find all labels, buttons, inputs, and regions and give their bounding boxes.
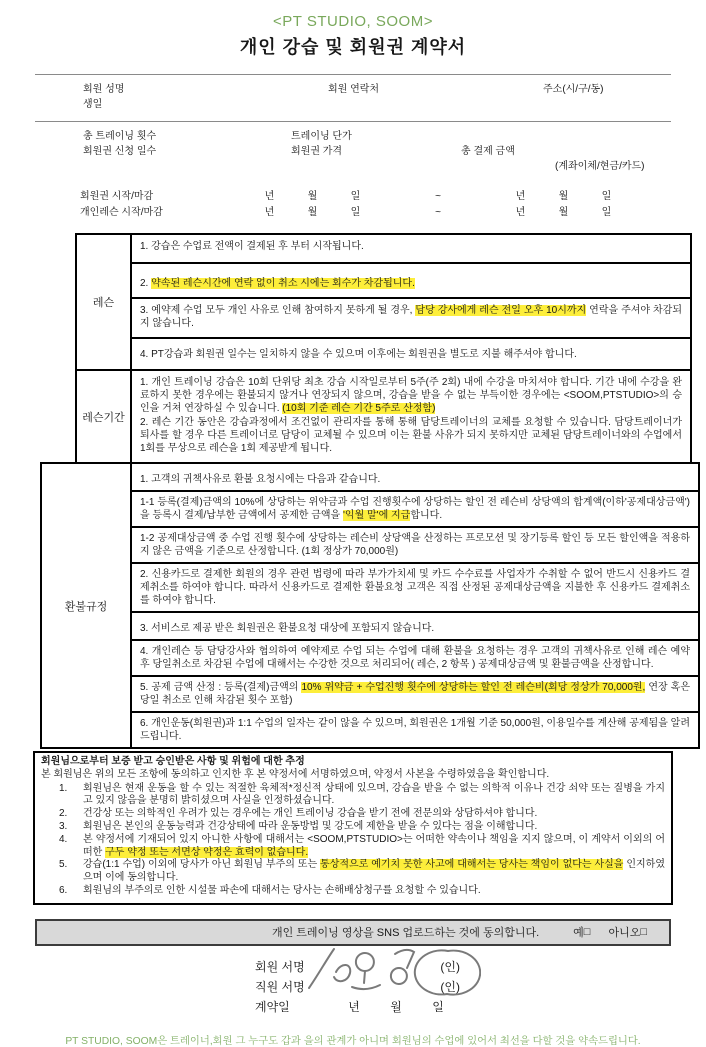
lesson-section-label: 레슨 bbox=[77, 235, 132, 369]
day-label: 일 bbox=[350, 191, 361, 202]
sns-consent-text: 개인 트레이닝 영상을 SNS 업로드하는 것에 동의합니다. bbox=[272, 927, 540, 940]
declaration-item-1: 1. 회원님은 현재 운동을 할 수 있는 적절한 육체적*정신적 상태에 있으며, 강습을 받을 수 없는 의학적 이유나 건강 쇠약 또는 질병을 가지고 있지 않음을 분명히 밝히셨으며 사실을 인정하셨습니다. bbox=[59, 782, 665, 807]
member-name-label: 회원 성명 bbox=[83, 84, 125, 95]
studio-title: <PT STUDIO, SOOM> bbox=[273, 13, 433, 30]
yes-label: 예 bbox=[573, 927, 584, 940]
refund-rule-6: 6. 개인운동(회원권)과 1:1 수업의 일자는 같이 않을 수 있으며, 회원권은 1개월 기준 50,000원, 이용일수를 계산해 공제됨을 알려드립니다. bbox=[140, 718, 690, 742]
member-info-block bbox=[35, 74, 671, 122]
lesson-period-table bbox=[75, 369, 692, 464]
day-label: 일 bbox=[350, 207, 361, 218]
training-price-label: 트레이닝 단가 bbox=[291, 131, 352, 142]
day-label: 일 bbox=[432, 999, 444, 1014]
lesson-rule-1: 1. 강습은 수업료 전액이 결제된 후 부터 시작됩니다. bbox=[132, 235, 690, 264]
birth-field[interactable] bbox=[328, 97, 671, 112]
refund-rules-table bbox=[40, 462, 700, 749]
refund-rule-1: 1. 고객의 귀책사유로 환불 요청시에는 다음과 같습니다. bbox=[132, 464, 698, 492]
refund-rule-2: 2. 신용카드로 결제한 회원의 경우 관련 법령에 따라 부가가치세 및 카드 수수료를 사업자가 수취할 수 없어 반드시 신용카드 결제취소를 하여야 합니다. 따라서 신용카드로 결제한 환불요청 고객은 직접 산정된 공제대상금액을 지불한 후 신용카드 결제취소를 하여야 합니다. bbox=[132, 564, 698, 613]
declaration-item-2: 2. 건강상 또는 의학적인 우려가 있는 경우에는 개인 트레이닝 강습을 받기 전에 전문의와 상담하셔야 합니다. bbox=[59, 808, 538, 820]
sns-yes-option bbox=[573, 924, 590, 940]
member-seal: (인) bbox=[440, 959, 460, 974]
footer-promise-text: PT STUDIO, SOOM은 트레이너,회원 그 누구도 갑과 을의 관계가 아니며 회원님의 수업에 있어서 최선을 다할 것을 약속드립니다. bbox=[65, 1035, 641, 1047]
staff-signature-row[interactable] bbox=[255, 977, 460, 997]
tilde: ~ bbox=[435, 191, 441, 202]
no-checkbox[interactable]: □ bbox=[640, 926, 647, 939]
member-contact-label: 회원 연락처 bbox=[328, 84, 380, 95]
refund-rule-1-2: 1-2 공제대상금액 중 수업 진행 횟수에 상당하는 레슨비 상당액을 산정하는 프로모션 및 장기등록 할인 등 모든 할인액을 적용하지 않은 금액을 기준으로 산정합니다. (1회 정상가 70,000원) bbox=[132, 528, 698, 564]
declarations-box bbox=[33, 751, 673, 905]
period-rules-cell bbox=[132, 371, 690, 462]
contract-document bbox=[0, 13, 706, 1047]
training-price-field[interactable] bbox=[352, 129, 671, 144]
member-signature-row[interactable] bbox=[255, 957, 460, 977]
declarations-intro: 본 회원님은 위의 모든 조항에 동의하고 인지한 후 본 약정서에 서명하였으며, 약정서 사본을 수령하였음을 확인합니다. bbox=[41, 768, 550, 780]
year-label: 년 bbox=[264, 207, 275, 218]
membership-period-label: 회원권 시작/마감 bbox=[80, 191, 154, 202]
total-training-label: 총 트레이닝 횟수 bbox=[83, 131, 157, 142]
page-title: 개인 강습 및 회원권 계약서 bbox=[239, 37, 467, 57]
lesson-rules-table bbox=[75, 233, 692, 371]
member-signature-field[interactable] bbox=[333, 957, 440, 977]
no-label: 아니오 bbox=[608, 927, 641, 940]
period-dates-block bbox=[35, 189, 671, 221]
membership-period-row[interactable] bbox=[80, 189, 671, 205]
member-address-label: 주소(시/구/동) bbox=[543, 84, 604, 95]
month-label: 월 bbox=[558, 207, 569, 218]
refund-rule-1-1: 1-1 등록(결제)금액의 10%에 상당하는 위약금과 수업 진행횟수에 상당하는 할인 전 레슨비 상당액의 합계액(이하'공제대상금액')을 등록시 결제/납부한 금액에서 공제한 금액을 '익월 말'에 지급합니다. bbox=[132, 492, 698, 528]
year-label: 년 bbox=[515, 191, 526, 202]
yes-checkbox[interactable]: □ bbox=[583, 926, 591, 939]
year-label: 년 bbox=[515, 207, 526, 218]
member-address-field[interactable] bbox=[604, 82, 671, 97]
total-payment-field[interactable] bbox=[515, 144, 671, 159]
day-label: 일 bbox=[601, 191, 612, 202]
sns-consent-bar bbox=[35, 919, 671, 946]
declarations-title: 회원님으로부터 보증 받고 승인받은 사항 및 위험에 대한 추정 bbox=[41, 756, 305, 767]
year-label: 년 bbox=[348, 999, 360, 1014]
contract-date-label: 계약일 bbox=[255, 999, 290, 1014]
period-rule-2: 2. 레슨 기간 동안은 강습과정에서 조건없이 관리자를 통해 통해 담당트레이너의 교체를 요청할 수 있습니다. 담당트레이너가 퇴사를 할 경우 다른 트레이너로 담당이 교체될 수 있으며 이는 환불 사유가 되지 못하지만 교체된 담당트레이너와의 수업에서 1회를 무상으로 레슨을 1회 제공받게 됩니다. bbox=[140, 417, 682, 454]
staff-signature-label: 직원 서명 bbox=[255, 979, 305, 994]
membership-days-label: 회원권 신청 일수 bbox=[83, 146, 157, 157]
lesson-period-row[interactable] bbox=[80, 205, 671, 221]
membership-price-label: 회원권 가격 bbox=[291, 146, 343, 157]
staff-signature-field[interactable] bbox=[333, 977, 440, 997]
tilde: ~ bbox=[435, 207, 441, 218]
refund-rule-3: 3. 서비스로 제공 받은 회원권은 환불요청 대상에 포함되지 않습니다. bbox=[132, 613, 698, 641]
declaration-item-5: 5. 강습(1:1 수업) 이외에 당사가 아닌 회원님 부주의 또는 통상적으로 예기치 못한 사고에 대해서는 당사는 책임이 없다는 사실을 인지하였으며 이에 동의합니다. bbox=[59, 859, 665, 884]
month-label: 월 bbox=[307, 207, 318, 218]
period-rule-1: 1. 개인 트레이닝 강습은 10회 단위당 최초 강습 시작일로부터 5주(주 2회) 내에 수강을 마치셔야 합니다. 기간 내에 수강을 완료하지 못한 경우에는 환불되지 않거나 연장되지 않으며, 강습을 받을 수 없는 부득이한 경우에는 <SOOM,PTSTUDIO>의 승인을 거쳐 연장하실 수 있습니다. (10회 기준 레슨 기간 5주로 산정함) bbox=[140, 377, 682, 414]
period-section-label: 레슨기간 bbox=[77, 371, 132, 462]
refund-rule-5: 5. 공제 금액 산정 : 등록(결제)금액의 10% 위약금 + 수업진행 횟수에 상당하는 할인 전 레슨비(회당 정상가 70,000원, 연장 혹은 당일 취소로 인해 차감된 횟수 포함) bbox=[132, 677, 698, 713]
staff-seal: (인) bbox=[440, 979, 460, 994]
declarations-list bbox=[41, 783, 665, 898]
refund-section-label: 환불규정 bbox=[42, 464, 132, 747]
refund-rule-4: 4. 개인레슨 등 담당강사와 협의하여 예약제로 수업 되는 수업에 대해 환불을 요청하는 경우 고객의 귀책사유로 인해 레슨 예약 후 당일취소로 차감된 수업에 대해서는 수강한 것으로 처리되어( 레슨, 2 항목 ) 공제대상금액 및 환불금액을 산정합니다. bbox=[132, 641, 698, 677]
lesson-rule-4: 4. PT강습과 회원권 일수는 일치하지 않을 수 있으며 이후에는 회원권을 별도로 지불 해주셔야 합니다. bbox=[140, 349, 577, 360]
declaration-item-6: 6. 회원님의 부주의로 인한 시설물 파손에 대해서는 당사는 손해배상청구를 요청할 수 있습니다. bbox=[59, 884, 481, 896]
payment-info-block bbox=[35, 122, 671, 176]
member-signature-label: 회원 서명 bbox=[255, 959, 305, 974]
total-payment-label: 총 결제 금액 bbox=[461, 146, 515, 157]
declaration-item-3: 3. 회원님은 본인의 운동능력과 건강상태에 따라 운동방법 및 강도에 제한을 받을 수 있다는 점을 이해합니다. bbox=[59, 820, 538, 832]
lesson-rule-3: 3. 예약제 수업 모두 개인 사유로 인해 참여하지 못하게 될 경우, 담당 강사에게 레슨 전일 오후 10시까지 연락을 주셔야 차감되지 않습니다. bbox=[132, 299, 690, 339]
signature-block bbox=[255, 957, 460, 1017]
month-label: 월 bbox=[307, 191, 318, 202]
birth-label: 생일 bbox=[83, 99, 103, 110]
month-label: 월 bbox=[558, 191, 569, 202]
sns-no-option bbox=[608, 924, 647, 940]
lesson-period-label: 개인레슨 시작/마감 bbox=[80, 207, 163, 218]
lesson-rule-2: 2. 약속된 레슨시간에 연락 없이 취소 시에는 회수가 차감됩니다. bbox=[132, 264, 690, 299]
declaration-item-4: 4. 본 약정서에 기재되어 있지 아니한 사항에 대해서는 <SOOM,PTSTUDIO>는 어떠한 약속이나 책임을 지지 않으며, 이 계약서 이외의 어떠한 구두 약정 또는 서면상 약정은 효력이 없습니다. bbox=[59, 833, 665, 858]
year-label: 년 bbox=[264, 191, 275, 202]
day-label: 일 bbox=[601, 207, 612, 218]
payment-methods-label: (계좌이체/현금/카드) bbox=[555, 161, 645, 172]
month-label: 월 bbox=[390, 999, 402, 1014]
